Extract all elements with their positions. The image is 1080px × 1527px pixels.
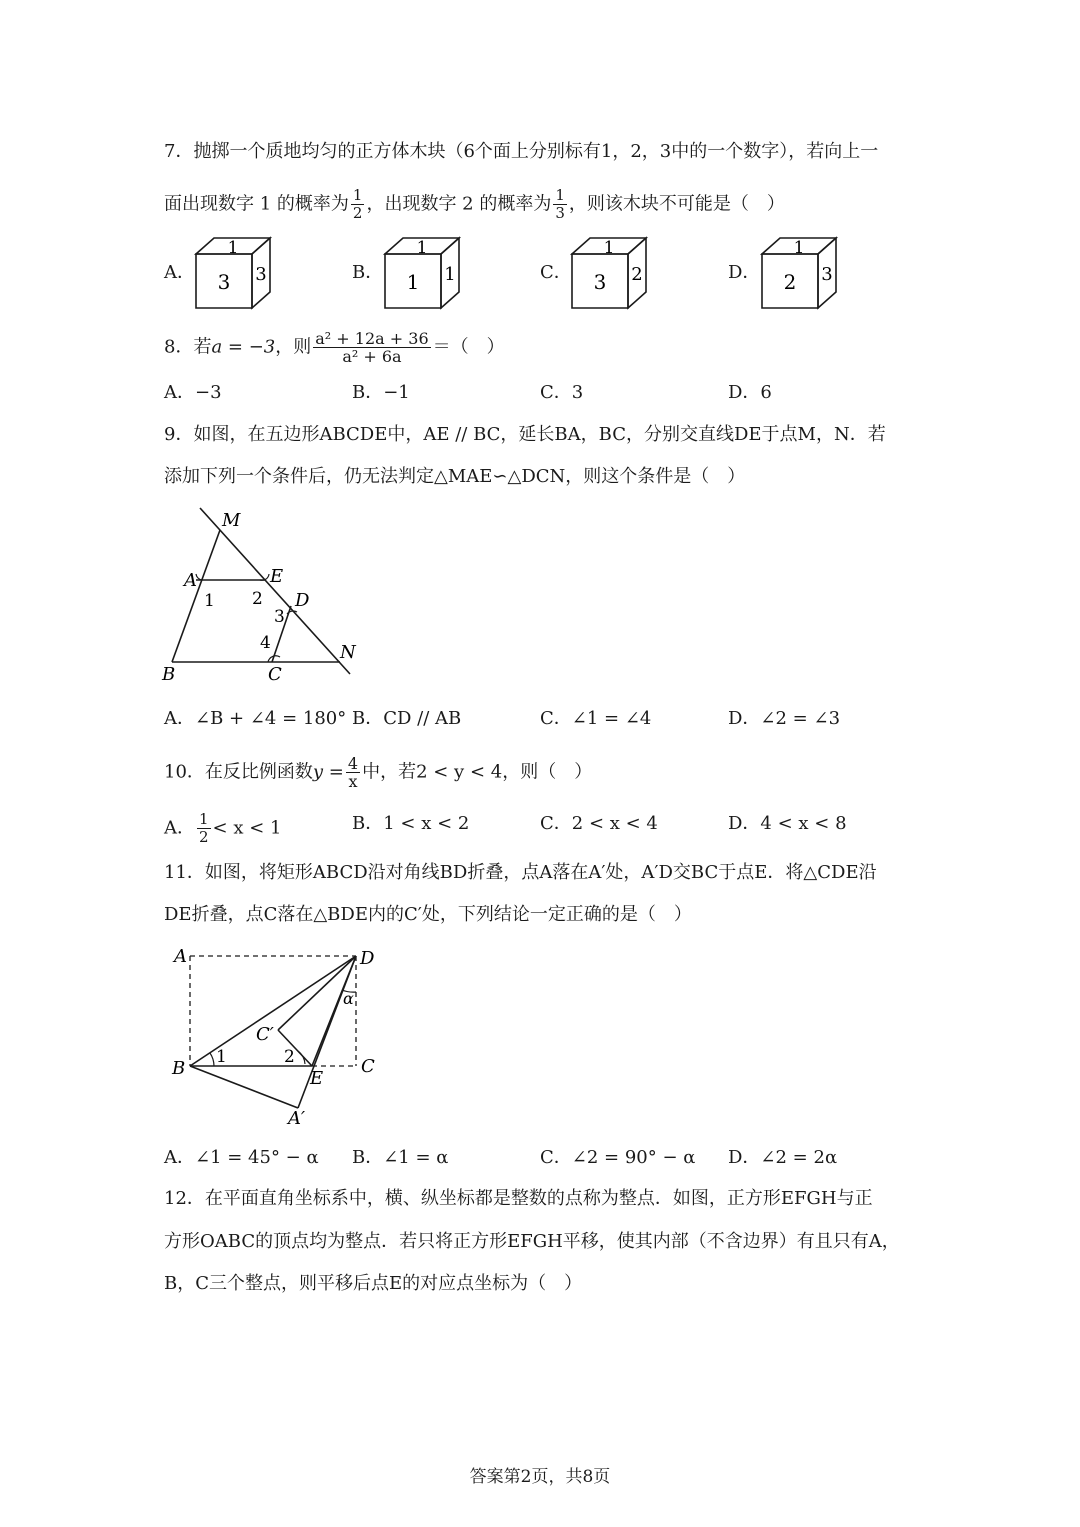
- cube-b-top: 1: [416, 238, 428, 258]
- svg-text:1: 1: [216, 1047, 227, 1067]
- svg-text:B: B: [172, 1058, 186, 1079]
- svg-text:C: C: [268, 664, 282, 685]
- svg-text:2: 2: [284, 1047, 295, 1067]
- svg-text:B: B: [162, 664, 176, 685]
- q10-fraction: $\frac{4}{x}$: [347, 754, 359, 791]
- cube-d-front: 2: [783, 270, 797, 294]
- q8-mid: ，则: [275, 336, 312, 358]
- q8-option-a: A．−3: [164, 382, 222, 403]
- q12-line1: 12．在平面直角坐标系中，横、纵坐标都是整数的点称为整点．如图，正方形EFGH与正: [164, 1188, 873, 1209]
- svg-text:A: A: [184, 570, 197, 591]
- q9-line1: 9．如图，在五边形ABCDE中，AE // BC，延长BA，BC，分别交直线DE于点M，N．若: [164, 424, 886, 445]
- cube-a-top: 1: [227, 238, 239, 258]
- q9-pentagon-figure: [158, 502, 368, 690]
- q7-line2-c: ，则该木块不可能是（ ）: [568, 193, 785, 215]
- q7-option-d-label: D．: [728, 262, 761, 283]
- q7-cube-a-icon: [190, 234, 280, 314]
- q11-option-a: A．∠1 = 45° − α: [164, 1147, 319, 1168]
- q8-option-d: D．6: [728, 382, 772, 403]
- q7-fraction-half: $\frac{1}{2}$: [352, 186, 363, 222]
- q12-line3: B，C三个整点，则平移后点E的对应点坐标为（ ）: [164, 1273, 583, 1294]
- q8-suffix: ＝（ ）: [432, 336, 505, 358]
- q8-line: [164, 330, 505, 365]
- q10-prefix: 10．在反比例函数: [164, 761, 313, 783]
- cube-d-top: 1: [793, 238, 805, 258]
- svg-text:E: E: [310, 1068, 324, 1089]
- q10-option-c: C．2 < x < 4: [540, 813, 658, 834]
- svg-text:C: C: [361, 1056, 375, 1077]
- q7-cube-c-icon: [566, 234, 656, 314]
- cube-a-side: 3: [255, 264, 267, 285]
- q7-option-b-label: B．: [352, 262, 384, 283]
- svg-text:3: 3: [274, 607, 285, 627]
- q9-option-b: B．CD // AB: [352, 708, 462, 729]
- cube-b-side: 1: [444, 264, 456, 285]
- q7-line2-b: ，出现数字 2 的概率为: [366, 193, 552, 215]
- q9-option-a: A．∠B + ∠4 = 180°: [164, 708, 347, 729]
- q8-option-b: B．−1: [352, 382, 410, 403]
- q7-cube-d-icon: [756, 234, 846, 314]
- q11-rectangle-fold-figure: [166, 942, 386, 1128]
- q7-line2-a: 面出现数字 1 的概率为: [164, 193, 349, 215]
- q8-prefix: 8．若: [164, 336, 212, 358]
- svg-text:C′: C′: [256, 1024, 274, 1045]
- q10-line: [164, 755, 592, 790]
- q11-line1: 11．如图，将矩形ABCD沿对角线BD折叠，点A落在A′处，A′D交BC于点E．将△CDE沿: [164, 862, 877, 883]
- cube-d-side: 3: [821, 264, 833, 285]
- q10-suffix: 中，若2 < y < 4，则（ ）: [362, 761, 593, 783]
- svg-text:A: A: [174, 946, 187, 967]
- q10-option-b: B．1 < x < 2: [352, 813, 470, 834]
- svg-text:D: D: [295, 590, 310, 611]
- q11-line2: DE折叠，点C落在△BDE内的C′处，下列结论一定正确的是（ ）: [164, 904, 692, 925]
- q7-option-a-label: A．: [164, 262, 195, 283]
- cube-c-front: 3: [593, 270, 607, 294]
- q10-option-a: A． $\frac{1}{2}$ < x < 1: [164, 810, 282, 846]
- page-footer: 答案第2页，共8页: [469, 1467, 611, 1487]
- svg-text:E: E: [270, 566, 284, 587]
- cube-c-side: 2: [631, 264, 643, 285]
- q8-condition: a = −3: [211, 336, 276, 358]
- q7-cube-b-icon: [379, 234, 469, 314]
- cube-c-top: 1: [603, 238, 615, 258]
- svg-text:α: α: [343, 989, 354, 1008]
- q12-line2: 方形OABC的顶点均为整点．若只将正方形EFGH平移，使其内部（不含边界）有且只有A，: [164, 1231, 900, 1252]
- q7-fraction-third: $\frac{1}{3}$: [555, 186, 565, 222]
- svg-text:N: N: [340, 642, 356, 663]
- q7-line2: [164, 187, 785, 222]
- cube-b-front: 1: [406, 270, 420, 294]
- q9-line2: 添加下列一个条件后，仍无法判定△MAE∽△DCN，则这个条件是（ ）: [164, 466, 746, 487]
- svg-text:A′: A′: [288, 1108, 306, 1128]
- q10-y-eq: y =: [312, 761, 344, 783]
- q11-option-c: C．∠2 = 90° − α: [540, 1147, 696, 1168]
- q7-option-c-label: C．: [540, 262, 572, 283]
- q9-option-c: C．∠1 = ∠4: [540, 708, 652, 729]
- q7-line1: 7．抛掷一个质地均匀的正方体木块（6个面上分别标有1，2，3中的一个数字），若向上一: [164, 141, 879, 162]
- q10-option-d: D．4 < x < 8: [728, 813, 847, 834]
- q9-option-d: D．∠2 = ∠3: [728, 708, 841, 729]
- svg-text:M: M: [222, 510, 241, 531]
- svg-text:1: 1: [204, 591, 215, 611]
- cube-a-front: 3: [217, 270, 231, 294]
- q8-option-c: C．3: [540, 382, 584, 403]
- svg-text:4: 4: [260, 633, 271, 653]
- q11-option-b: B．∠1 = α: [352, 1147, 449, 1168]
- svg-text:2: 2: [252, 589, 263, 609]
- svg-text:D: D: [360, 948, 375, 969]
- q8-fraction: $\frac{\text{a² + 12a + 36}}{\text{a² + 6a}}$: [315, 329, 429, 366]
- q11-option-d: D．∠2 = 2α: [728, 1147, 838, 1168]
